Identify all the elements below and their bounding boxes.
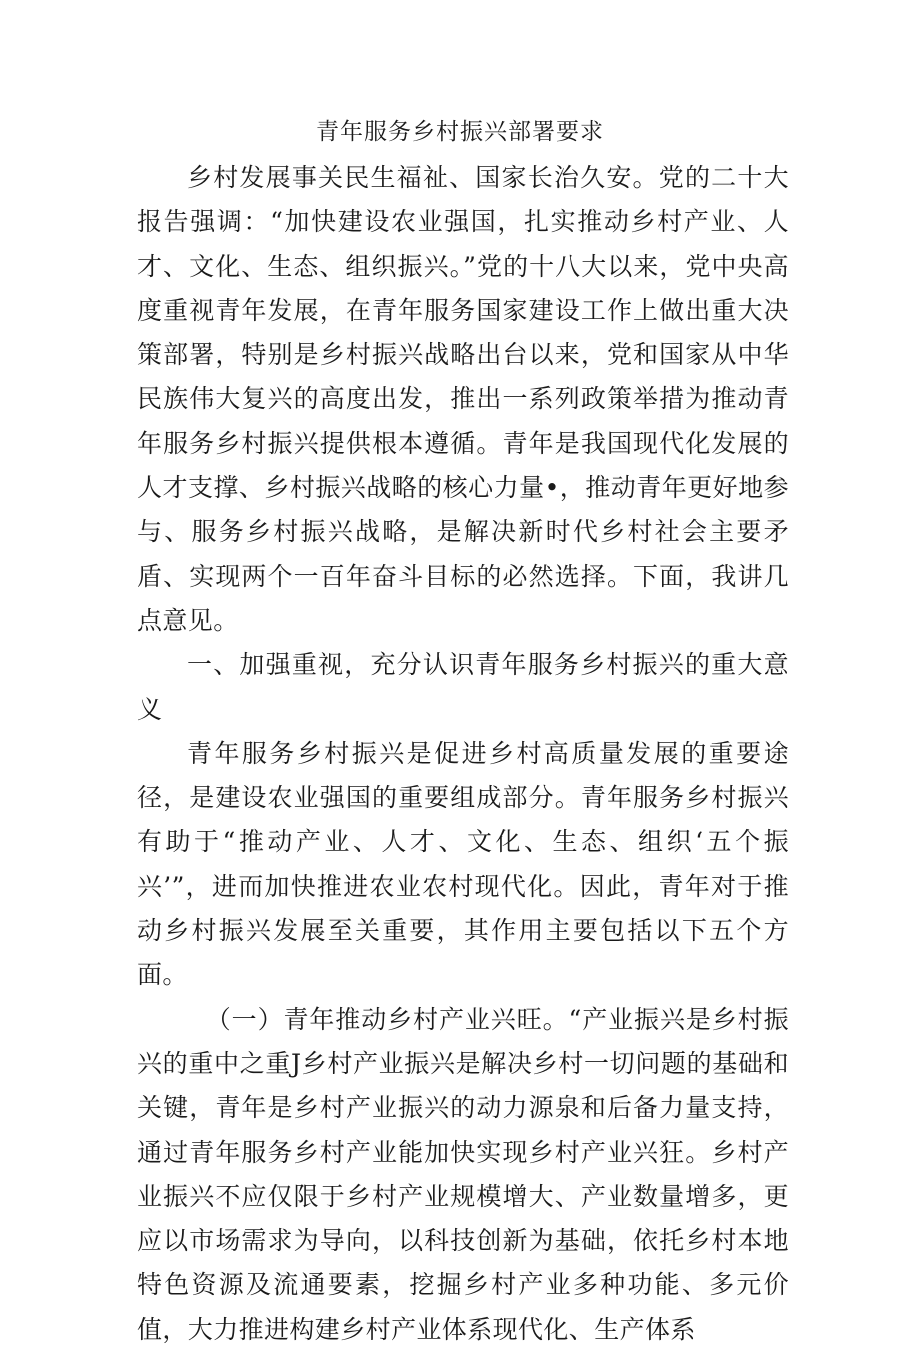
section-heading-1: 一、加强重视，充分认识青年服务乡村振兴的重大意义 (137, 650, 789, 724)
document-title: 青年服务乡村振兴部署要求 (316, 119, 604, 145)
subsection-1-paragraph: （一）青年推动乡村产业兴旺。“产业振兴是乡村振兴的重中之重J乡村产业振兴是解决乡村一切问题的基础和关键，青年是乡村产业振兴的动力源泉和后备力量支持，通过青年服务乡村产业能加快实现乡村产业兴狂。乡村产业振兴不应仅限于乡村产业规模增大、产业数量增多，更应以市场需求为导向，以科技创新为基础，依托乡村本地特色资源及流通要素，挖掘乡村产业多种功能、多元价值，大力推进构建乡村产业体系现代化、生产体系 (137, 1004, 789, 1344)
document-body (137, 156, 789, 1352)
intro-paragraph: 乡村发展事关民生福祉、国家长治久安。党的二十大报告强调：“加快建设农业强国，扎实推动乡村产业、人才、文化、生态、组织振兴。”党的十八大以来，党中央高度重视青年发展，在青年服务国家建设工作上做出重大决策部署，特别是乡村振兴战略出台以来，党和国家从中华民族伟大复兴的高度出发，推出一系列政策举措为推动青年服务乡村振兴提供根本遵循。青年是我国现代化发展的人才支撑、乡村振兴战略的核心力量•，推动青年更好地参与、服务乡村振兴战略，是解决新时代乡村社会主要矛盾、实现两个一百年奋斗目标的必然选择。下面，我讲几点意见。 (137, 163, 789, 635)
section-1-paragraph: 青年服务乡村振兴是促进乡村高质量发展的重要途径，是建设农业强国的重要组成部分。青年服务乡村振兴有助于“推动产业、人才、文化、生态、组织‘五个振兴’”，进而加快推进农业农村现代化。因此，青年对于推动乡村振兴发展至关重要，其作用主要包括以下五个方面。 (137, 738, 789, 990)
